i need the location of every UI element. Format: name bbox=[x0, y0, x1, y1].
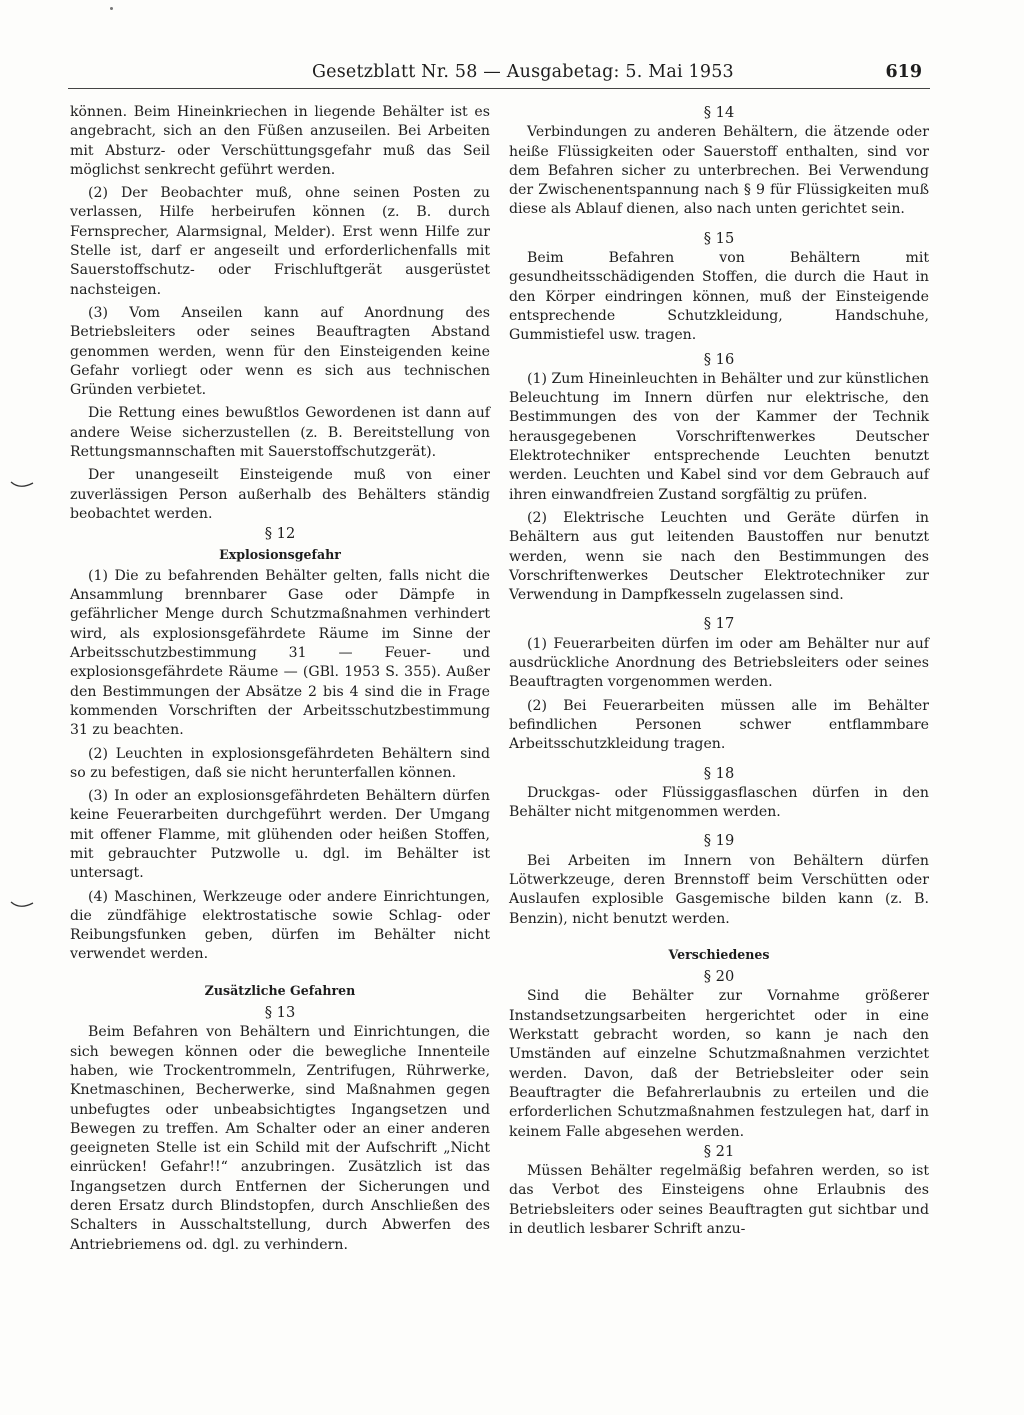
paragraph: Die Rettung eines bewußtlos Gewordenen ist dann auf andere Weise sicherzustellen (z. B. Bereitstellung von Rettungsmannschaften mit Sauerstoffschutzgerät). bbox=[70, 405, 490, 461]
running-title: Gesetzblatt Nr. 58 — Ausgabetag: 5. Mai 1953 bbox=[312, 62, 734, 82]
section-heading-verschiedenes: Verschiedenes bbox=[668, 946, 770, 962]
paragraph: (1) Feuerarbeiten dürfen im oder am Behälter nur auf ausdrückliche Anordnung des Betriebsleiters oder seines Beauftragten vorgenommen werden. bbox=[509, 635, 929, 691]
paragraph: Druckgas- oder Flüssiggasflaschen dürfen in den Behälter nicht mitgenommen werden. bbox=[509, 784, 929, 821]
paragraph: (1) Zum Hineinleuchten in Behälter und zur künstlichen Beleuchtung im Innern dürfen nur elektrische, den Bestimmungen des von der Kammer der Technik herausgegebenen Vorschriftenwerkes Deutscher Elektrotechniker entsprechende Leuchten benutzt werden. Leuchten und Kabel sind vor dem Gebrauch auf ihren einwandfreien Zustand sorgfältig zu prüfen. bbox=[509, 370, 929, 503]
paragraph: (4) Maschinen, Werkzeuge oder andere Einrichtungen, die zündfähige elektrostatische sowie Schlag- oder Reibungsfunken geben, dürfen im Behälter nicht verwendet werden. bbox=[70, 888, 490, 963]
spacer bbox=[70, 969, 490, 981]
section-sign-14: § 14 bbox=[703, 104, 735, 121]
paragraph: (2) Der Beobachter muß, ohne seinen Posten zu verlassen, Hilfe herbeirufen können (z. B. durch Fernsprecher, Alarmsignal, Melder). Erst wenn Hilfe zur Stelle ist, darf er angeseilt und erforderlichenfalls mit Sauerstoffschutz- oder Frischluftgerät ausgerüstet nachsteigen. bbox=[70, 185, 490, 298]
margin-tick-mark bbox=[10, 900, 34, 910]
paragraph: Beim Befahren von Behältern mit gesundheitsschädigenden Stoffen, die durch die Haut in den Körper eindringen können, muß der Einsteigende entsprechende Schutzkleidung, Handschuhe, Gummistiefel usw. tragen. bbox=[509, 250, 929, 344]
paragraph: (3) Vom Anseilen kann auf Anordnung des Betriebsleiters oder seines Beauftragten Abstand genommen werden, wenn für den Einsteigenden keine Gefahr vorliegt oder wenn es sich aus technischen Gründen verbietet. bbox=[70, 304, 490, 399]
right-column bbox=[509, 103, 929, 1243]
section-sign-13: § 13 bbox=[264, 1004, 296, 1022]
paragraph: Verbindungen zu anderen Behältern, die ätzende oder heiße Flüssigkeiten oder Sauerstoff enthalten, sind vor dem Befahren sicher zu unterbrechen. Bei Verwendung der Zwischenentspannung nach § 9 für Flüssigkeiten muß diese als Ablauf dienen, also nach unten gerichtet sein. bbox=[509, 124, 929, 218]
paragraph: (2) Bei Feuerarbeiten müssen alle im Behälter befindlichen Personen schwer entflammbare Arbeitsschutzkleidung tragen. bbox=[509, 697, 929, 753]
paragraph: Beim Befahren von Behältern und Einrichtungen, die sich bewegen können oder die bewegliche Innenteile haben, wie Trockentrommeln, Zentrifugen, Rührwerke, Knetmaschinen, Becherwerke, sind Maßnahmen gegen unbefugtes oder unbeabsichtigtes Ingangsetzen und Bewegen zu treffen. Am Schalter oder an einer anderen geeigneten Stelle ist ein Schild mit der Aufschrift „Nicht einrücken! Gefahr!!“ anzubringen. Zusätzlich ist das Ingangsetzen durch Entfernen der Sicherungen und deren Ersatz durch Blindstopfen, durch Anschließen des Schalters in Ausschaltstellung, durch Abwerfen des Antriebriemens od. dgl. zu verhindern. bbox=[70, 1024, 490, 1253]
spacer bbox=[509, 933, 929, 945]
section-sign-19: § 19 bbox=[703, 832, 735, 850]
section-sign-17: § 17 bbox=[703, 615, 735, 633]
section-sign-12: § 12 bbox=[264, 525, 296, 543]
paragraph: Müssen Behälter regelmäßig befahren werden, so ist das Verbot des Einsteigens ohne Erlaubnis des Betriebsleiters oder seines Beauftragten gut sichtbar und in deutlich lesbarer Schrift anzu- bbox=[509, 1163, 929, 1238]
margin-tick-mark bbox=[10, 480, 34, 490]
header-rule bbox=[68, 88, 930, 89]
left-column bbox=[70, 103, 490, 1259]
page-number: 619 bbox=[885, 62, 922, 82]
paragraph: Der unangeseilt Einsteigende muß von einer zuverlässigen Person außerhalb des Behälters ständig beobachtet werden. bbox=[70, 467, 490, 522]
paper-speck bbox=[110, 7, 113, 10]
paragraph: (2) Elektrische Leuchten und Geräte dürfen in Behältern aus gut leitenden Baustoffen nur benutzt werden, wenn sie nach den Bestimmungen des Vorschriftenwerkes Deutscher Elektrotechniker zur Verwendung in Dampfkesseln zugelassen sind. bbox=[509, 509, 929, 604]
page-header bbox=[70, 62, 928, 88]
paragraph: Sind die Behälter zur Vornahme größerer Instandsetzungsarbeiten hergerichtet oder in eine Werkstatt gebracht worden, so kann je nach den Umständen auf einzelne Schutzmaßnahmen verzichtet werden. Davon, daß der Betriebsleiter oder sein Beauftragter die Befahrerlaubnis zu erteilen und die erforderlichen Schutzmaßnahmen festzulegen hat, darf in keinem Falle abgesehen werden. bbox=[509, 988, 929, 1140]
paragraph: können. Beim Hineinkriechen in liegende Behälter ist es angebracht, sich an den Füßen anzuseilen. Bei Arbeiten mit Absturz- oder Verschüttungsgefahr muß das Seil möglichst senkrecht geführt werden. bbox=[70, 104, 490, 178]
section-sign-16: § 16 bbox=[703, 350, 735, 368]
paragraph: (2) Leuchten in explosionsgefährdeten Behältern sind so zu befestigen, daß sie nicht herunterfallen können. bbox=[70, 745, 490, 781]
section-sign-20: § 20 bbox=[703, 968, 735, 986]
paragraph: (1) Die zu befahrenden Behälter gelten, falls nicht die Ansammlung brennbarer Gase oder Dämpfe in gefährlicher Menge durch Schutzmaßnahmen verhindert wird, als explosionsgefährdete Räume im Sinne der Arbeitsschutzbestimmung 31 — Feuer- und explosionsgefährdete Räume — (GBl. 1953 S. 355). Außer den Bestimmungen der Absätze 2 bis 4 sind die in Frage kommenden Vorschriften der Arbeitsschutzbestimmung 31 zu beachten. bbox=[70, 567, 490, 739]
section-heading-explosionsgefahr: Explosionsgefahr bbox=[219, 546, 341, 562]
paragraph: (3) In oder an explosionsgefährdeten Behältern dürfen keine Feuerarbeiten durchgeführt werden. Der Umgang mit offener Flamme, mit glühenden oder heißen Stoffen, mit gebrauchter Putzwolle u. dgl. im Behälter ist untersagt. bbox=[70, 788, 490, 882]
section-heading-zusaetzliche-gefahren: Zusätzliche Gefahren bbox=[204, 982, 356, 998]
section-sign-18: § 18 bbox=[703, 764, 735, 782]
section-sign-15: § 15 bbox=[703, 229, 735, 247]
section-sign-21: § 21 bbox=[703, 1142, 735, 1160]
paragraph: Bei Arbeiten im Innern von Behältern dürfen Lötwerkzeuge, deren Brennstoff beim Verschütten oder Auslaufen explosible Gasgemische bilden kann (z. B. Benzin), nicht benutzt werden. bbox=[509, 852, 929, 927]
